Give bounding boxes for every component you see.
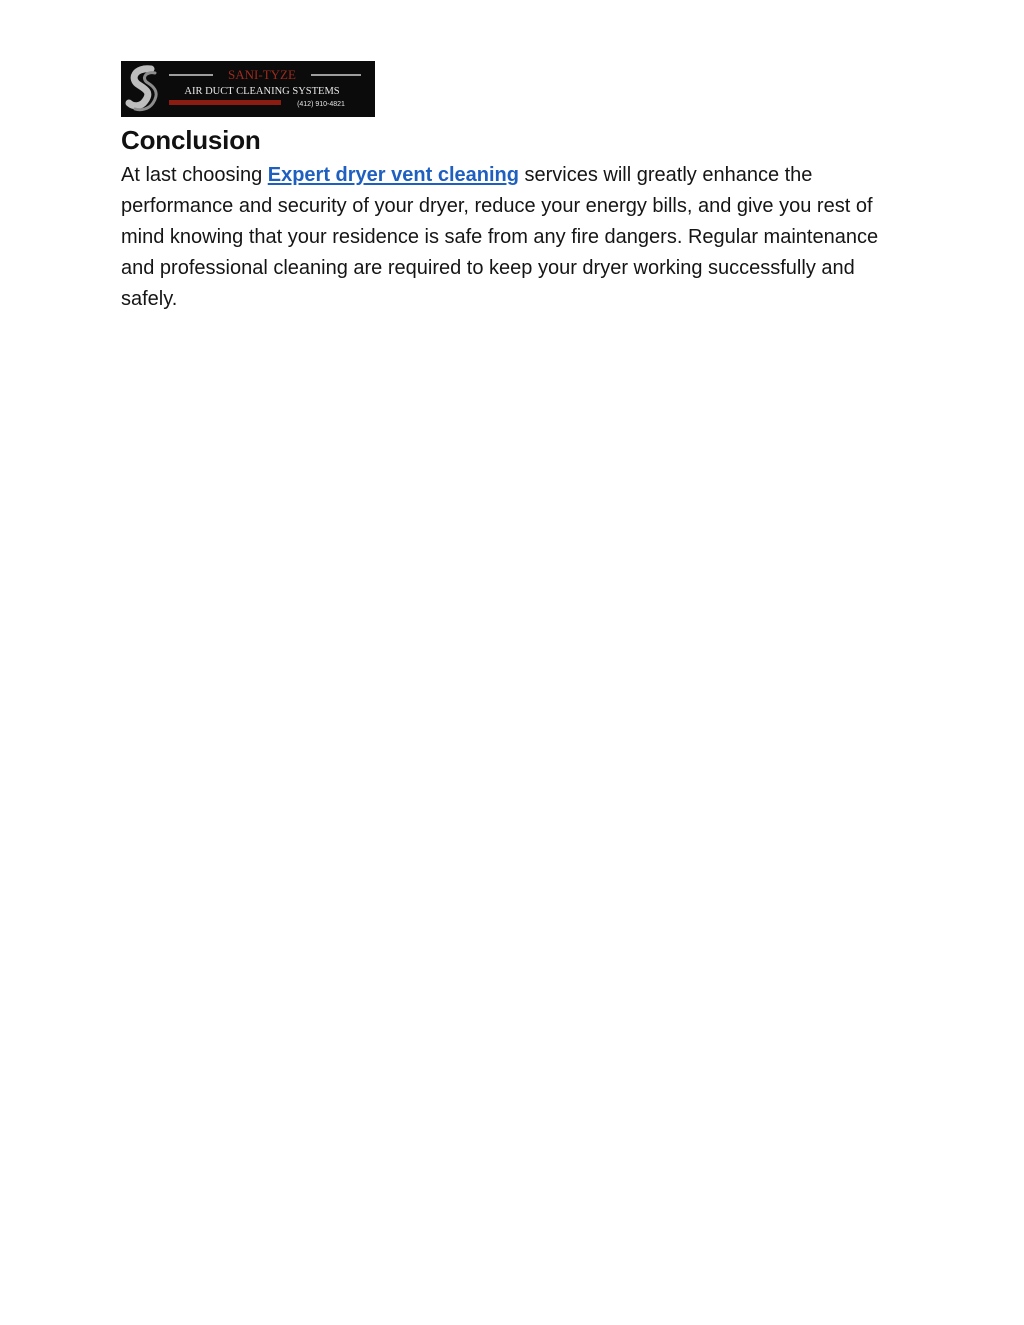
logo-brand: SANI-TYZE <box>228 67 296 82</box>
page-title: Conclusion <box>121 125 261 155</box>
company-logo <box>121 61 375 117</box>
logo-graphic <box>121 61 375 117</box>
paragraph-text-before-link: At last choosing <box>121 164 268 186</box>
logo-stripe <box>169 100 281 105</box>
conclusion-paragraph <box>121 160 911 315</box>
paragraph-text-after-link: services will greatly enhance the performance and security of your dryer, reduce your energy bills, and give you rest of mind knowing that your residence is safe from any fire dangers. Regular maintenance and professional cleaning are required to keep your dryer working successfully and safely. <box>121 164 879 310</box>
logo-tagline: AIR DUCT CLEANING SYSTEMS <box>184 86 340 97</box>
logo-phone: (412) 910-4821 <box>297 101 345 108</box>
expert-dryer-vent-cleaning-link[interactable]: Expert dryer vent cleaning <box>267 164 519 186</box>
